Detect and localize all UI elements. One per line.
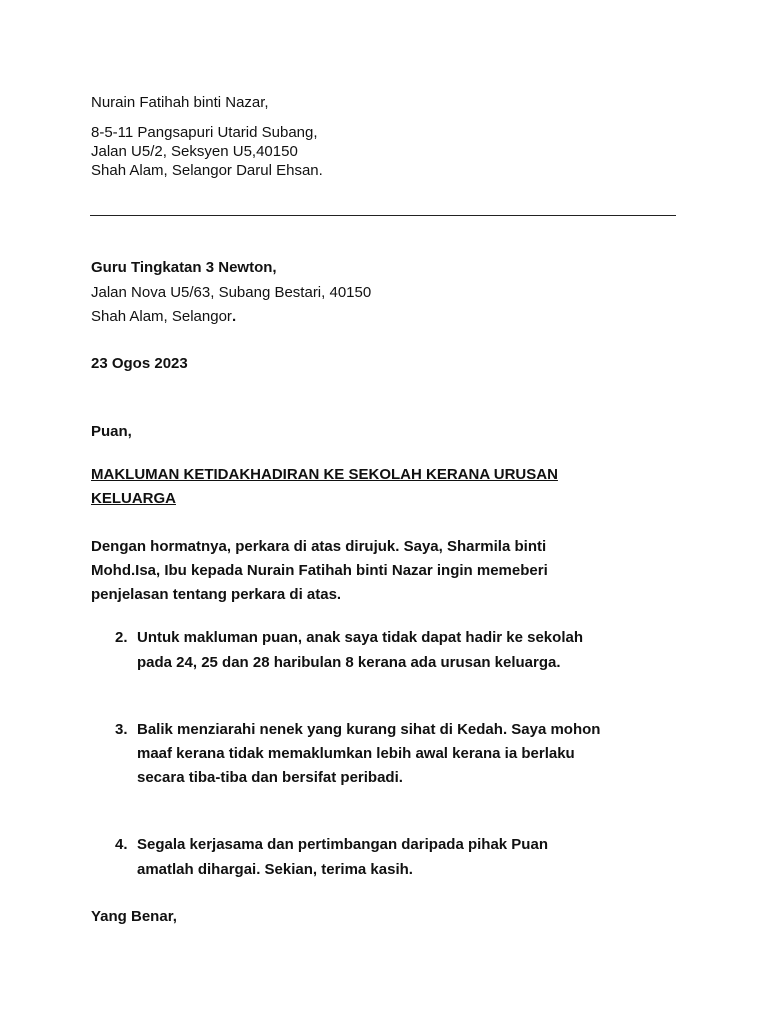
- point-2-line-2: pada 24, 25 dan 28 haribulan 8 kerana ada urusan keluarga.: [137, 654, 561, 671]
- intro-line-2: Mohd.Isa, Ibu kepada Nurain Fatihah binti Nazar ingin memeberi: [91, 562, 548, 579]
- intro-line-3: penjelasan tentang perkara di atas.: [91, 586, 342, 603]
- recipient-address-line-2-end: .: [231, 308, 237, 325]
- point-4-line-2: amatlah dihargai. Sekian, terima kasih.: [137, 861, 413, 878]
- point-2-number: 2.: [115, 629, 128, 646]
- recipient-title: Guru Tingkatan 3 Newton,: [91, 259, 277, 276]
- point-3-line-2: maaf kerana tidak memaklumkan lebih awal kerana ia berlaku: [137, 745, 575, 762]
- sender-address-line-2: Jalan U5/2, Seksyen U5,40150: [91, 143, 298, 160]
- subject-line-1: MAKLUMAN KETIDAKHADIRAN KE SEKOLAH KERANA URUSAN: [91, 466, 558, 483]
- sender-name: Nurain Fatihah binti Nazar,: [91, 94, 269, 111]
- closing: Yang Benar,: [91, 908, 177, 925]
- point-2-line-1: Untuk makluman puan, anak saya tidak dapat hadir ke sekolah: [137, 629, 583, 646]
- point-4-number: 4.: [115, 836, 128, 853]
- recipient-address-line-2: [91, 308, 236, 326]
- point-3-line-3: secara tiba-tiba dan bersifat peribadi.: [137, 769, 403, 786]
- recipient-address-line-2-text: Shah Alam, Selangor: [91, 308, 232, 325]
- point-3-number: 3.: [115, 721, 128, 738]
- letter-date: 23 Ogos 2023: [91, 355, 188, 372]
- salutation: Puan,: [91, 423, 132, 440]
- sender-address-line-1: 8-5-11 Pangsapuri Utarid Subang,: [91, 124, 318, 141]
- point-3-line-1: Balik menziarahi nenek yang kurang sihat di Kedah. Saya mohon: [137, 721, 601, 738]
- separator-line: [90, 215, 676, 216]
- intro-line-1: Dengan hormatnya, perkara di atas dirujuk. Saya, Sharmila binti: [91, 538, 547, 555]
- recipient-address-line-1: Jalan Nova U5/63, Subang Bestari, 40150: [91, 284, 372, 301]
- point-4-line-1: Segala kerjasama dan pertimbangan daripada pihak Puan: [137, 836, 548, 853]
- sender-address-line-3: Shah Alam, Selangor Darul Ehsan.: [91, 162, 323, 179]
- subject-line-2: KELUARGA: [91, 490, 176, 507]
